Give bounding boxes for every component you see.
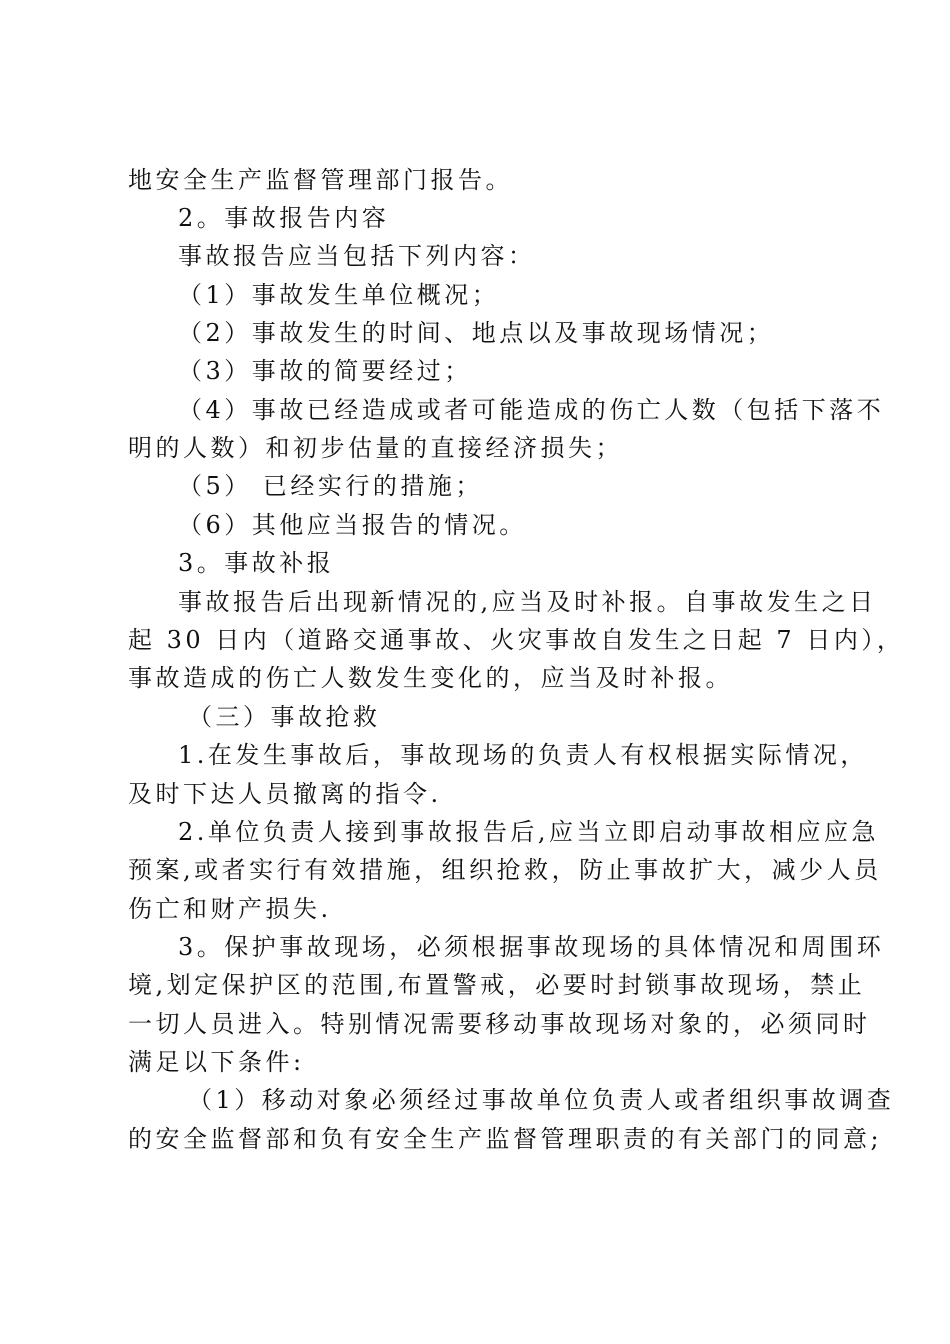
list-item: （6）其他应当报告的情况。 (178, 511, 527, 539)
text-line: 1.在发生事故后，事故现场的负责人有权根据实际情况， (178, 741, 868, 769)
text-line: 的安全监督部和负有安全生产监督管理职责的有关部门的同意; (128, 1125, 883, 1153)
text-line: 事故造成的伤亡人数发生变化的，应当及时补报。 (128, 664, 733, 692)
list-item: （1）事故发生单位概况； (178, 281, 500, 309)
text-line: 境,划定保护区的范围,布置警戒，必要时封锁事故现场，禁止 (128, 971, 866, 999)
text-line: 起 30 日内（道路交通事故、火灾事故自发生之日起 7 日内）， (128, 626, 905, 654)
text-line: 明的人数）和初步估量的直接经济损失； (128, 434, 623, 462)
list-item: （2）事故发生的时间、地点以及事故现场情况； (178, 319, 775, 347)
text-line: 事故报告应当包括下列内容： (178, 242, 536, 270)
text-line: 预案,或者实行有效措施，组织抢救，防止事故扩大，减少人员 (128, 856, 882, 884)
text-line: 事故报告后出现新情况的,应当及时补报。自事故发生之日 (178, 588, 877, 616)
text-line: 地安全生产监督管理部门报告。 (128, 166, 513, 194)
text-line: 3。保护事故现场，必须根据事故现场的具体情况和周围环 (178, 933, 885, 961)
list-item: （4）事故已经造成或者可能造成的伤亡人数（包括下落不 (178, 396, 885, 424)
text-line: 一切人员进入。特别情况需要移动事故现场对象的，必须同时 (128, 1010, 871, 1038)
section-heading: 2。事故报告内容 (178, 204, 390, 232)
text-line: 伤亡和财产损失. (128, 895, 332, 923)
section-heading: （三）事故抢救 (188, 703, 381, 731)
text-line: 及时下达人员撤离的指令. (128, 780, 442, 808)
list-item: （5） 已经实行的措施； (178, 472, 483, 500)
list-item: （3）事故的简要经过； (178, 357, 472, 385)
section-heading: 3。事故补报 (178, 549, 335, 577)
text-line: 满足以下条件: (128, 1048, 305, 1076)
text-line: 2.单位负责人接到事故报告后,应当立即启动事故相应应急 (178, 818, 880, 846)
list-item: （1）移动对象必须经过事故单位负责人或者组织事故调查 (188, 1086, 895, 1114)
